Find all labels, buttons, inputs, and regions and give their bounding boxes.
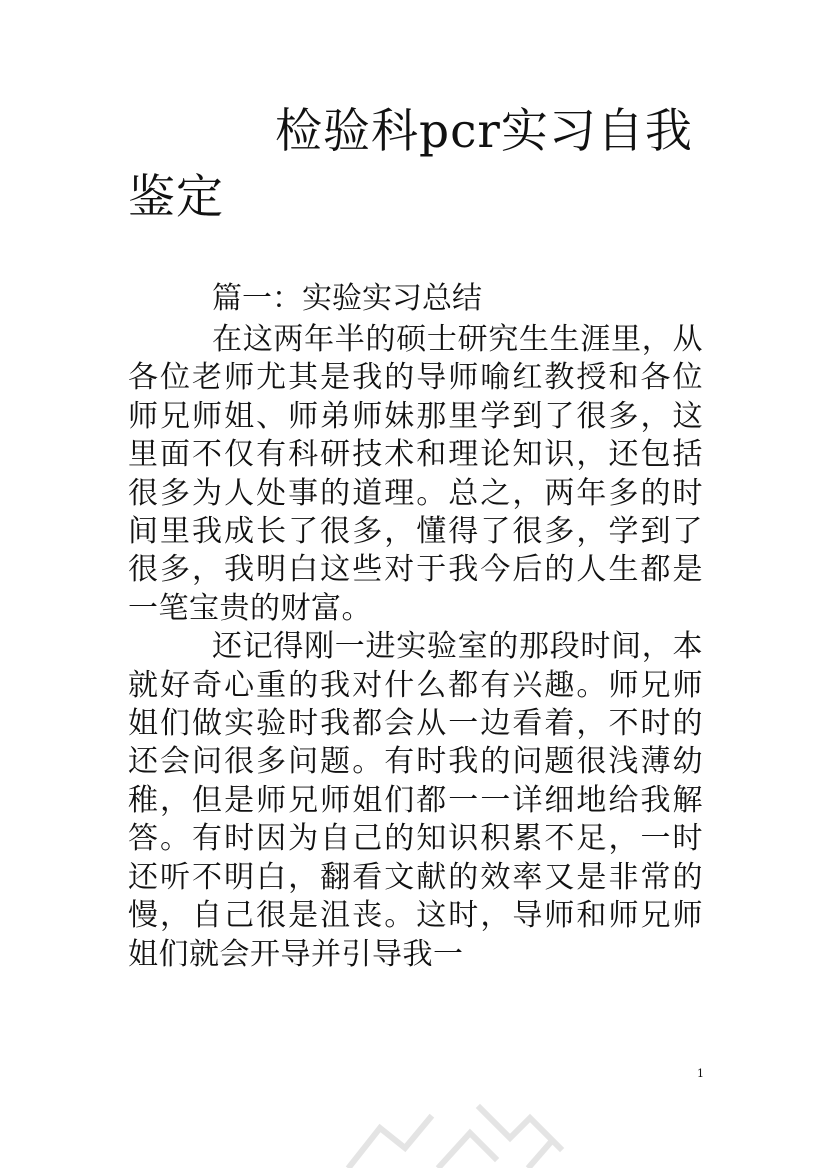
watermark-graphic xyxy=(230,1088,650,1168)
document-title-line-2: 鉴定 xyxy=(128,170,224,225)
document-title-line-1: 检验科pcr实习自我 xyxy=(275,104,693,159)
paragraph-2: 还记得刚一进实验室的那段时间，本就好奇心重的我对什么都有兴趣。师兄师姐们做实验时我都会从一边看着，不时的还会问很多问题。有时我的问题很浅薄幼稚，但是师兄师姐们都一一详细地给我解答。有时因为自己的知识积累不足，一时还听不明白，翻看文献的效率又是非常的慢，自己很是沮丧。这时，导师和师兄师姐们就会开导并引导我一 xyxy=(128,629,703,972)
page-number: 1 xyxy=(697,1067,704,1080)
section-heading: 篇一：实验实习总结 xyxy=(212,281,482,316)
paragraph-1: 在这两年半的硕士研究生生涯里，从各位老师尤其是我的导师喻红教授和各位师兄师姐、师弟师妹那里学到了很多，这里面不仅有科研技术和理论知识，还包括很多为人处事的道理。总之，两年多的时间里我成长了很多，懂得了很多，学到了很多，我明白这些对于我今后的人生都是一笔宝贵的财富。 xyxy=(128,322,703,626)
body-text xyxy=(128,321,703,974)
